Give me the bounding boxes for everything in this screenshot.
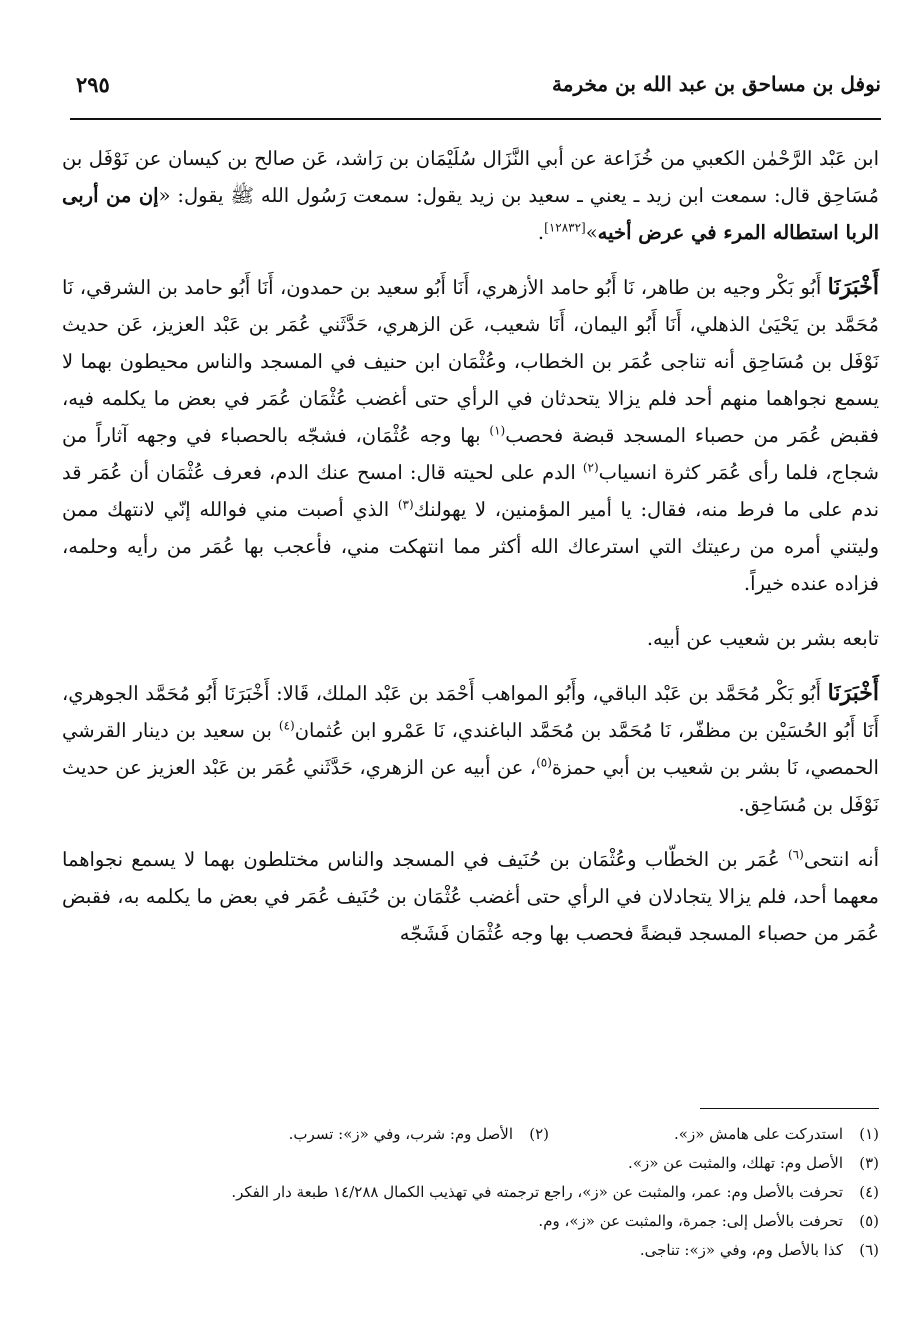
p2-text-3: الدم على لحيته قال: امسح عنك الدم، فعرف عُثْمَان أن عُمَر قد ندم على ما فرط منه، فقال: يا أمير المؤمنين، لا يهولنك: [62, 461, 879, 521]
hadith-quote: إن من أربى الربا استطاله المرء في عرض أخيه: [62, 184, 879, 244]
p5-text-2: عُمَر بن الخطّاب وعُثْمَان بن حُنَيف في المسجد والناس مختلطون بهما لا يسمع نجواهما معهما أحد، فلم يزالا يتجادلان في الرأي حتى أغضب عُثْمَان بن حُنَيف عُمَر في بعض ما يكلمه به، فقبض عُمَر من حصباء المسجد قبضةً فحصب بها وجه عُثْمَان فَشَجّه: [62, 848, 879, 945]
header-rule: [70, 118, 881, 120]
p1-text: ابن عَبْد الرَّحْمٰن الكعبي من خُزَاعة عن أبي النَّزَال سُلَيْمَان بن رَاشد، عَن صالح بن كيسان عن نَوْفَل بن مُسَاحِق قال: سمعت ابن زيد ـ يعني ـ سعيد بن زيد يقول: سمعت رَسُول الله ﷺ يقول: «: [62, 147, 880, 207]
p1-close: »: [585, 221, 598, 244]
footnote-ref-1[interactable]: (١): [489, 423, 506, 438]
footnote-2-number: (٢): [529, 1125, 549, 1143]
p2-text-4: الذي أصبت مني فوالله إنّي لانتهك ممن وليتني أمره من رعيتك التي استرعاك الله أكثر مما انتهكت مني، فأعجب بها عُمَر من رأيه وحلمه، فزاده عنده خيراً.: [62, 498, 879, 595]
paragraph-5: [62, 841, 879, 952]
paragraph-2: [62, 269, 879, 602]
p5-text-1: أنه انتحى: [803, 848, 879, 871]
footnote-4-number: (٤): [859, 1183, 879, 1201]
footnote-5: [62, 1207, 879, 1236]
footnote-rule: [700, 1108, 879, 1109]
p4-text-2: بن سعيد بن دينار القرشي الحمصي، نَا بشر بن شعيب بن أبي حمزة: [62, 719, 879, 779]
footnote-row-1: [62, 1120, 879, 1149]
footnote-3: [62, 1149, 879, 1178]
paragraph-4: [62, 675, 879, 823]
header-title: نوفل بن مساحق بن عبد الله بن مخرمة: [552, 72, 881, 96]
footnote-1-text: استدركت على هامش «ز».: [674, 1125, 843, 1143]
p2-text-2: بها وجه عُثْمَان، فشجّه بالحصباء في وجهه آثاراً من شجاج، فلما رأى عُمَر كثرة انسياب: [62, 424, 879, 484]
footnote-ref-5[interactable]: (٥): [536, 755, 552, 770]
footnote-3-text: الأصل وم: تهلك، والمثبت عن «ز».: [628, 1154, 843, 1172]
footnote-ref-2[interactable]: (٢): [582, 460, 599, 475]
footnote-6-number: (٦): [859, 1241, 879, 1259]
footnote-3-number: (٣): [859, 1154, 879, 1172]
page-number: ٢٩٥: [76, 72, 110, 97]
main-text: [62, 140, 879, 952]
p2-text-1: أَبُو بَكْر وجيه بن طاهر، نَا أَبُو حامد الأزهري، أَنَا أَبُو سعيد بن حمدون، أَنَا أَبُو حامد بن الشرقي، نَا مُحَمَّد بن يَحْيَىٰ الذهلي، أَنَا أَبُو اليمان، أَنَا شعيب، عَن الزهري، حَدَّثَني عُمَر بن عَبْد العزيز، عَن حديث نَوْفَل بن مُسَاحِق أنه تناجى عُمَر بن الخطاب، وعُثْمَان ابن حنيف في المسجد والناس محيطون بهما لا يسمع نجواهما منهم أحد فلم يزالا يتحدثان في الرأي حتى أغضب عُثْمَان عُمَر في بعض ما يكلمه فيه، فقبض عُمَر من حصباء المسجد قبضة فحصب: [62, 276, 879, 447]
footnote-4: [62, 1178, 879, 1207]
paragraph-1: [62, 140, 879, 251]
p4-text-3: ، عن أبيه عن الزهري، حَدَّثَني عُمَر بن عَبْد العزيز عن حديث نَوْفَل بن مُسَاحِق.: [62, 756, 879, 816]
footnotes: [62, 1120, 879, 1265]
hadith-number: [١٢٨٣٢]: [544, 220, 586, 235]
footnote-5-number: (٥): [859, 1212, 879, 1230]
footnote-ref-6[interactable]: (٦): [787, 847, 804, 862]
p4-text-1: أَبُو بَكْر مُحَمَّد بن عَبْد الباقي، وأَبُو المواهب أَحْمَد بن عَبْد الملك، قَالا: أَخْبَرَنَا أَبُو مُحَمَّد الجوهري، أَنَا أَبُو الحُسَيْن بن مظفّر، نَا مُحَمَّد بن مُحَمَّد الباغندي، نَا عَمْرو ابن عُثمان: [62, 682, 879, 742]
footnote-6-text: كذا بالأصل وم، وفي «ز»: تناجى.: [639, 1241, 843, 1259]
p2-lead: أَخْبَرَنَا: [827, 274, 879, 300]
running-header: [70, 70, 881, 106]
footnote-ref-3[interactable]: (٣): [397, 497, 414, 512]
p4-lead: أَخْبَرَنَا: [827, 680, 879, 706]
paragraph-3: تابعه بشر بن شعيب عن أبيه.: [646, 627, 879, 650]
p1-end: .: [537, 221, 545, 244]
footnote-5-text: تحرفت بالأصل إلى: جمرة، والمثبت عن «ز»، وم.: [538, 1212, 843, 1230]
footnote-1: [549, 1120, 879, 1149]
footnote-ref-4[interactable]: (٤): [278, 718, 295, 733]
footnote-2: [289, 1120, 549, 1149]
footnote-1-number: (١): [859, 1125, 879, 1143]
footnote-6: [62, 1236, 879, 1265]
footnote-4-text: تحرفت بالأصل وم: عمر، والمثبت عن «ز»، راجع ترجمته في تهذيب الكمال ١٤/٢٨٨ طبعة دار الفكر.: [231, 1183, 843, 1201]
footnote-2-text: الأصل وم: شرب، وفي «ز»: تسرب.: [288, 1125, 513, 1143]
